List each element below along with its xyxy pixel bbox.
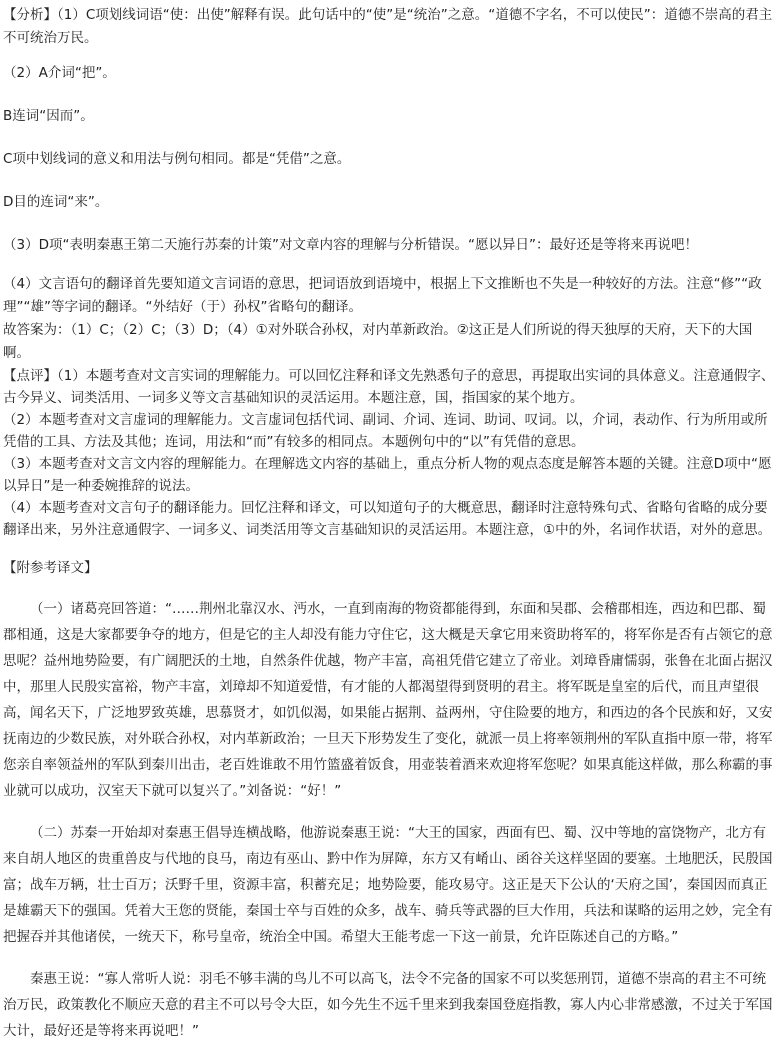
translation-paragraph-3: 秦惠王说：“寡人常听人说：羽毛不够丰满的鸟儿不可以高飞，法令不完备的国家不可以奖惩刑罚，道德不崇高的君主不可统治万民，政策教化不顺应天意的君主不可以号令大臣，如今先生不远千里来到我秦国登庭指教，寡人内心非常感激，不过关于军国大计，最好还是等将来再说吧！” <box>3 971 773 1039</box>
analysis-paragraph-3: B连词“因而”。 <box>3 108 94 124</box>
translation-paragraph-2: （二）苏秦一开始却对秦惠王倡导连横战略，他游说秦惠王说：“大王的国家，西面有巴、蜀、汉中等地的富饶物产，北方有来自胡人地区的贵重兽皮与代地的良马，南边有巫山、黔中作为屏障，东方又有崤山、函谷关这样坚固的要塞。土地肥沃，民殷国富；战车万辆，壮士百万；沃野千里，资源丰富，积蓄充足；地势险要，能攻易守。这正是天下公认的‘天府之国’，秦国因而真正是雄霸天下的强国。凭着大王您的贤能，秦国士卒与百姓的众多，战车、骑兵等武器的巨大作用，兵法和谋略的运用之妙，完全有把握吞并其他诸侯，一统天下，称号皇帝，统治全中国。希望大王能考虑一下这一前景，允许臣陈述自己的方略。” <box>3 825 773 945</box>
analysis-paragraph-2: （2）A介词“把”。 <box>3 65 116 81</box>
analysis-paragraph-4: C项中划线词的意义和用法与例句相同。都是“凭借”之意。 <box>3 151 351 167</box>
translation-heading: 【附参考译文】 <box>3 560 98 576</box>
comment-paragraph-4: （4）本题考查对文言句子的翻译能力。回忆注释和译文，可以知道句子的大概意思，翻译时注意特殊句式、省略句省略的成分要翻译出来，另外注意通假字、一词多义、词类活用等文言基础知识的灵活运用。本题注意，①中的外，名词作状语，对外的意思。 <box>3 500 772 538</box>
comment-paragraph-1: 【点评】（1）本题考查对文言实词的理解能力。可以回忆注释和译文先熟悉句子的意思，再提取出实词的具体意义。注意通假字、古今异义、词类活用、一词多义等文言基础知识的灵活运用。本题注意，国，指国家的某个地方。 <box>3 368 775 406</box>
analysis-paragraph-7: （4）文言语句的翻译首先要知道文言词语的意思，把词语放到语境中，根据上下文推断也不失是一种较好的方法。注意“修”“政理”“雄”等字词的翻译。“外结好（于）孙权”省略句的翻译。 <box>3 276 762 315</box>
analysis-paragraph-1: 【分析】（1）C项划线词语“使：出使”解释有误。此句话中的“使”是“统治”之意。“道德不字名，不可以使民”：道德不崇高的君主不可统治万民。 <box>3 7 773 46</box>
comment-paragraph-2: （2）本题考查对文言虚词的理解能力。文言虚词包括代词、副词、介词、连词、助词、叹词。以，介词，表动作、行为所用或所凭借的工具、方法及其他；连词，用法和“而”有较多的相同点。本题例句中的“以”有凭借的意思。 <box>3 412 768 450</box>
analysis-paragraph-6: （3）D项“表明秦惠王第二天施行苏秦的计策”对文章内容的理解与分析错误。“愿以异日”：最好还是等将来再说吧！ <box>3 237 698 253</box>
comment-paragraph-3: （3）本题考查对文言文内容的理解能力。在理解选文内容的基础上，重点分析人物的观点态度是解答本题的关键。注意D项中“愿以异日”是一种委婉推辞的说法。 <box>3 456 772 494</box>
analysis-paragraph-5: D目的连词“来”。 <box>3 194 109 210</box>
translation-paragraph-1: （一）诸葛亮回答道：“……荆州北靠汉水、沔水，一直到南海的物资都能得到，东面和吴郡、会稽郡相连，西边和巴郡、蜀郡相通，这是大家都要争夺的地方，但是它的主人却没有能力守住它，这大概是天拿它用来资助将军的，将军你是否有占领它的意思呢？益州地势险要，有广阔肥沃的土地，自然条件优越，物产丰富，高祖凭借它建立了帝业。刘璋昏庸懦弱，张鲁在北面占据汉中，那里人民殷实富裕，物产丰富，刘璋却不知道爱惜，有才能的人都渴望得到贤明的君主。将军既是皇室的后代，而且声望很高，闻名天下，广泛地罗致英雄，思慕贤才，如饥似渴，如果能占据荆、益两州，守住险要的地方，和西边的各个民族和好，又安抚南边的少数民族，对外联合孙权，对内革新政治；一旦天下形势发生了变化，就派一员上将率领荆州的军队直指中原一带，将军您亲自率领益州的军队到秦川出击，老百姓谁敢不用竹篮盛着饭食，用壶装着酒来欢迎将军您呢？如果真能这样做，那么称霸的事业就可以成功，汉室天下就可以复兴了。”刘备说：“好！” <box>3 601 773 799</box>
answer-summary: 故答案为：（1）C；（2）C；（3）D；（4）①对外联合孙权，对内革新政治。②这正是人们所说的得天独厚的天府，天下的大国啊。 <box>3 322 753 361</box>
